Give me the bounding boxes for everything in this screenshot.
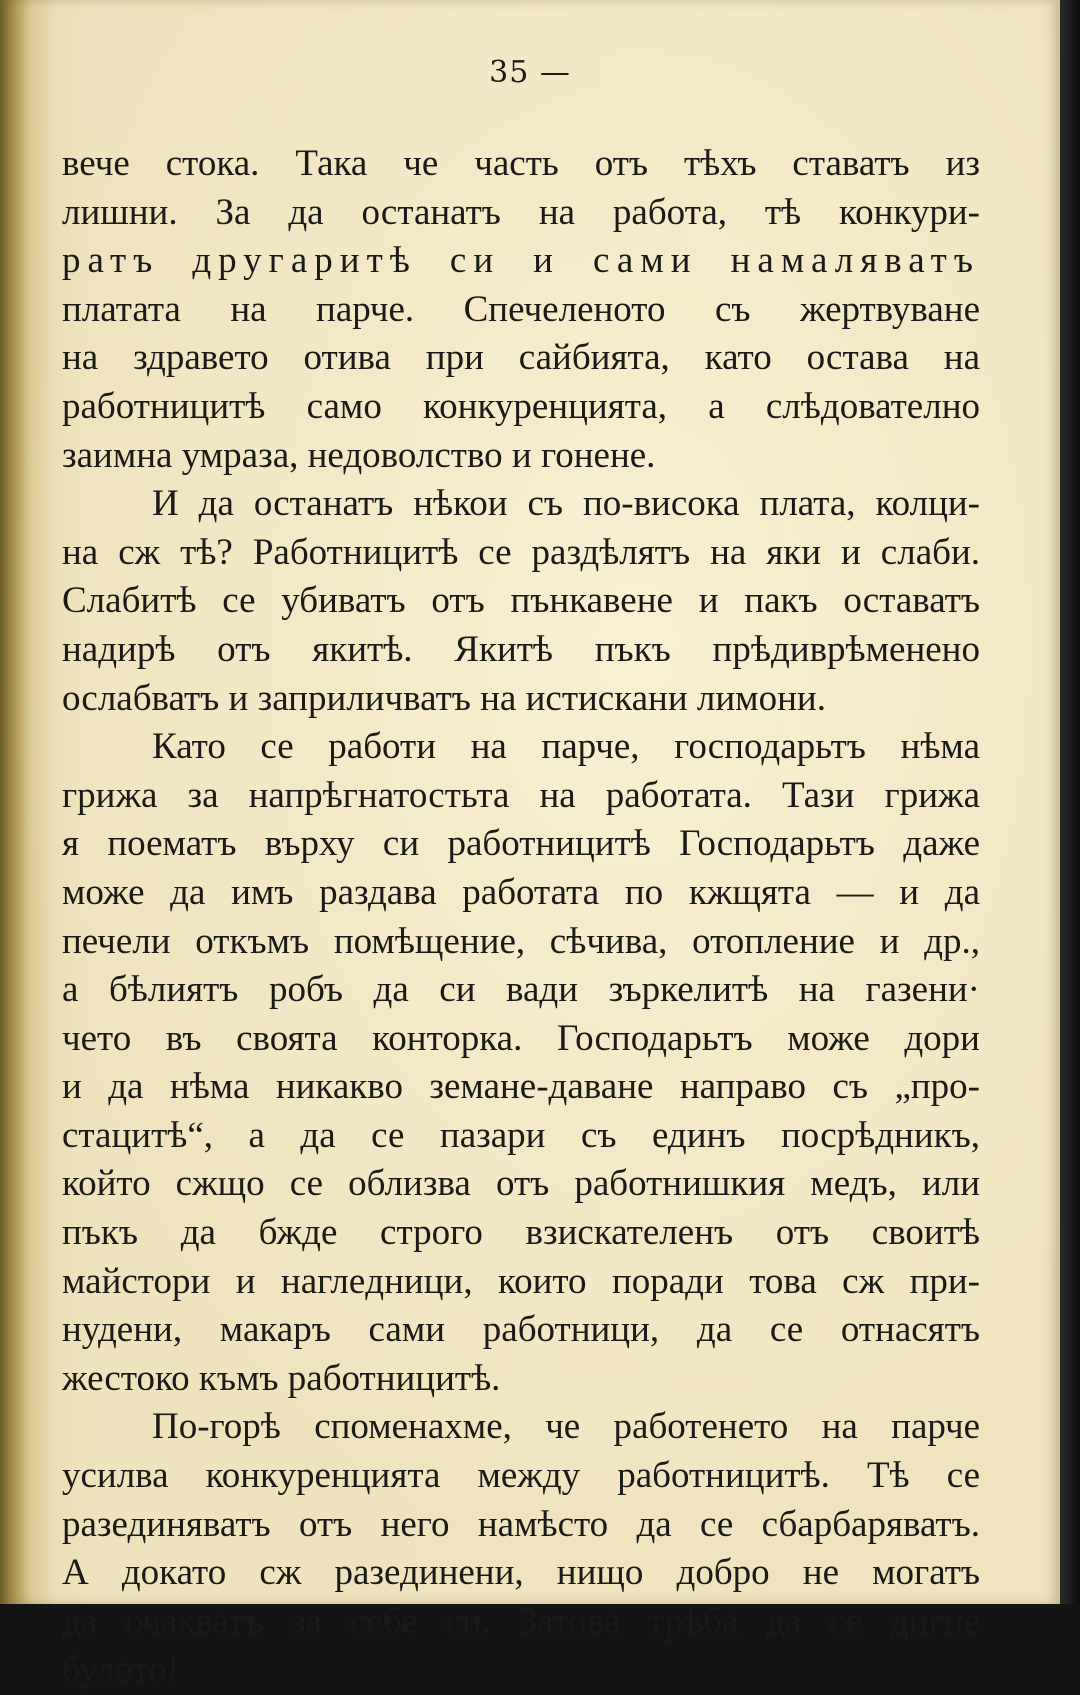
text-line: стацитѣ“, а да се пазари съ единъ посрѣдникъ, [62, 1114, 980, 1156]
text-line: ослабватъ и заприличватъ на истискани лимони. [62, 677, 826, 719]
text-line: да очакватъ за себе си. Затова трѣба да се дигне [62, 1600, 980, 1642]
text-line: И да останатъ нѣкои съ по-висока плата, колци- [152, 483, 980, 525]
text-line: надирѣ отъ якитѣ. Якитѣ пъкъ прѣдиврѣменено [62, 628, 980, 670]
text-line: работницитѣ само конкуренцията, а слѣдователно [62, 385, 980, 427]
text-line: печели откъмъ помѣщение, сѣчива, отопление и др., [62, 920, 980, 962]
text-line: усилва конкуренцията между работницитѣ. Тѣ се [62, 1455, 980, 1497]
text-line: А докато сж разединени, нищо добро не могатъ [62, 1552, 980, 1594]
text-line: чето въ своята конторка. Господарьтъ може дори [62, 1017, 980, 1059]
text-line: жестоко къмъ работницитѣ. [62, 1357, 501, 1399]
text-line: грижа за напрѣгнатостьта на работата. Тази грижа [62, 774, 980, 816]
body-text [62, 140, 980, 1695]
text-line: нудени, макаръ сами работници, да се отнасятъ [62, 1309, 980, 1351]
text-line: майстори и наглeдници, които поради това сж при- [62, 1260, 980, 1302]
text-line: а бѣлиятъ робъ да си вади зъркелитѣ на газени· [62, 969, 980, 1011]
text-line: вече стока. Така че часть отъ тѣхъ ставатъ из [62, 143, 980, 184]
text-line: и да нѣма никакво земане-даване направо съ „про- [62, 1066, 980, 1108]
text-line: пъкъ да бжде строго взискателенъ отъ своитѣ [62, 1212, 980, 1254]
text-line: я поематъ върху си работницитѣ Господарьтъ даже [62, 823, 980, 865]
text-line: на здравето отива при сайбията, като остава на [62, 337, 980, 379]
text-line: заимна умраза, недоволство и гонене. [62, 434, 656, 476]
text-line: платата на парче. Спечеленото съ жертвуване [62, 288, 980, 330]
text-line: Слабитѣ се убиватъ отъ пънкавене и пакъ оставатъ [62, 580, 980, 622]
text-line: лишни. За да останатъ на работа, тѣ конкури- [62, 191, 980, 233]
text-line: булото! [62, 1649, 180, 1691]
page-number: 35 — [489, 55, 571, 90]
text-line: който сжщо се облизва отъ работнишкия медъ, или [62, 1163, 980, 1205]
text-line: може да имъ раздава работата по кжщята — и да [62, 871, 980, 913]
text-line: По-горѣ споменахме, че работенето на парче [152, 1406, 980, 1448]
text-line: ратъ другаритѣ си и сами намаляватъ [62, 240, 980, 282]
text-line: Като се работи на парче, господарьтъ нѣма [152, 726, 980, 768]
scan-edge [1060, 0, 1080, 1604]
text-line: разединяватъ отъ него намѣсто да се сбарбаряватъ. [62, 1503, 980, 1545]
text-line: на сж тѣ? Работницитѣ се раздѣлятъ на яки и слаби. [62, 531, 980, 573]
